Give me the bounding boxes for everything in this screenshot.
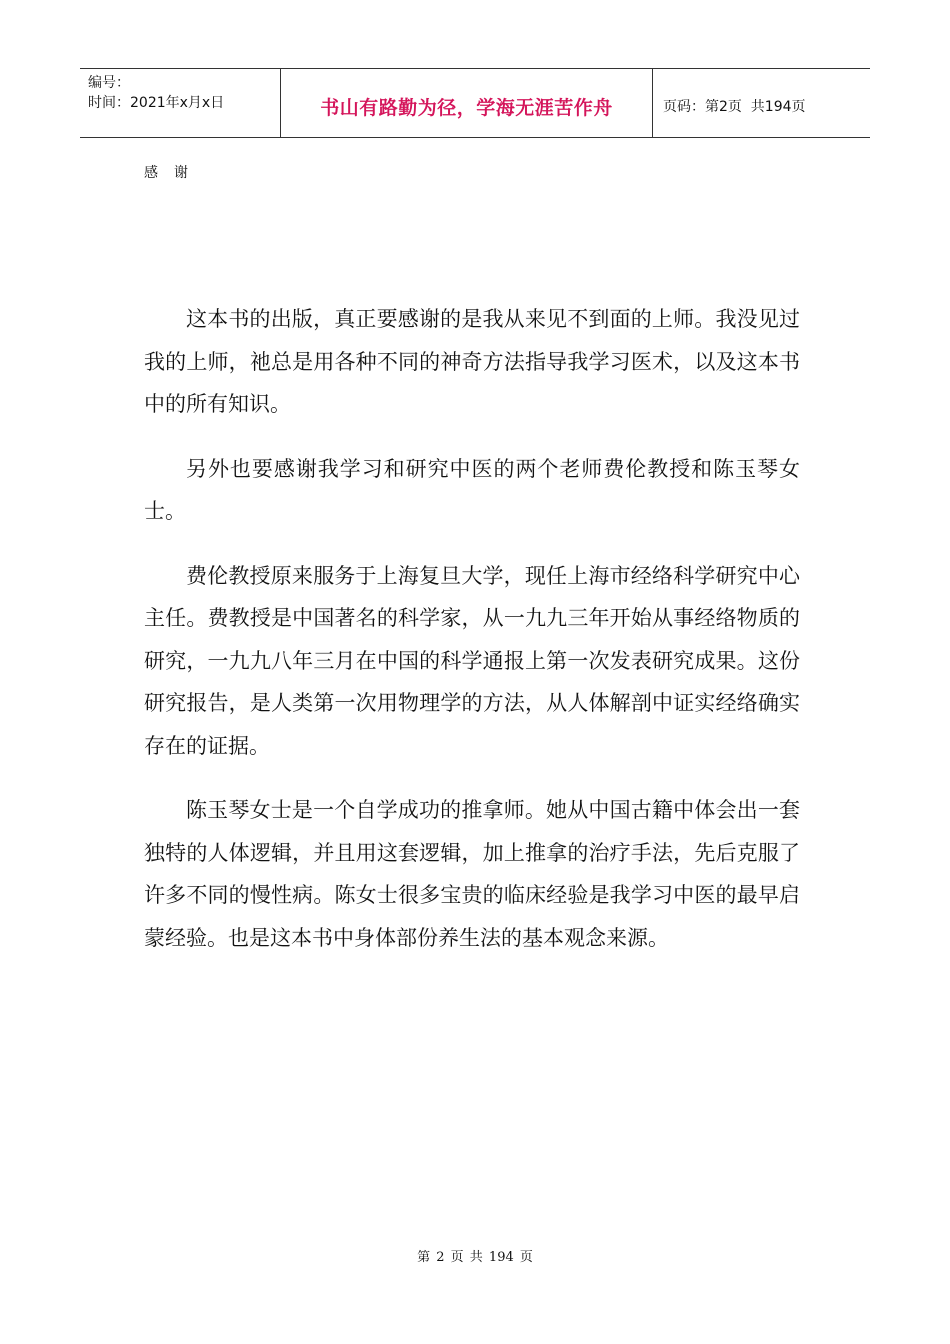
time-label: 时间：2021年x月x日: [88, 95, 225, 111]
header-page-info: [653, 69, 870, 137]
page-footer: 第 2 页 共 194 页: [417, 1250, 533, 1265]
page-header: [80, 68, 870, 138]
paragraph: 费伦教授原来服务于上海复旦大学，现任上海市经络科学研究中心主任。费教授是中国著名的科学家，从一九九三年开始从事经络物质的研究，一九九八年三月在中国的科学通报上第一次发表研究成果。这份研究报告，是人类第一次用物理学的方法，从人体解剖中证实经络确实存在的证据。: [144, 563, 800, 758]
paragraph: 陈玉琴女士是一个自学成功的推拿师。她从中国古籍中体会出一套独特的人体逻辑，并且用这套逻辑，加上推拿的治疗手法，先后克服了许多不同的慢性病。陈女士很多宝贵的临床经验是我学习中医的最早启蒙经验。也是这本书中身体部份养生法的基本观念来源。: [144, 798, 800, 950]
paragraph: 另外也要感谢我学习和研究中医的两个老师费伦教授和陈玉琴女士。: [144, 456, 800, 523]
number-label: 编号：: [88, 75, 130, 91]
section-title: 感谢: [144, 165, 204, 181]
page-info-text: 页码：第2页 共194页: [663, 99, 806, 115]
header-meta: [80, 69, 281, 137]
body-text: [144, 298, 800, 981]
header-motto: 书山有路勤为径，学海无涯苦作舟: [281, 69, 653, 137]
paragraph: 这本书的出版，真正要感谢的是我从来见不到面的上师。我没见过我的上师，祂总是用各种不同的神奇方法指导我学习医术，以及这本书中的所有知识。: [144, 307, 800, 416]
